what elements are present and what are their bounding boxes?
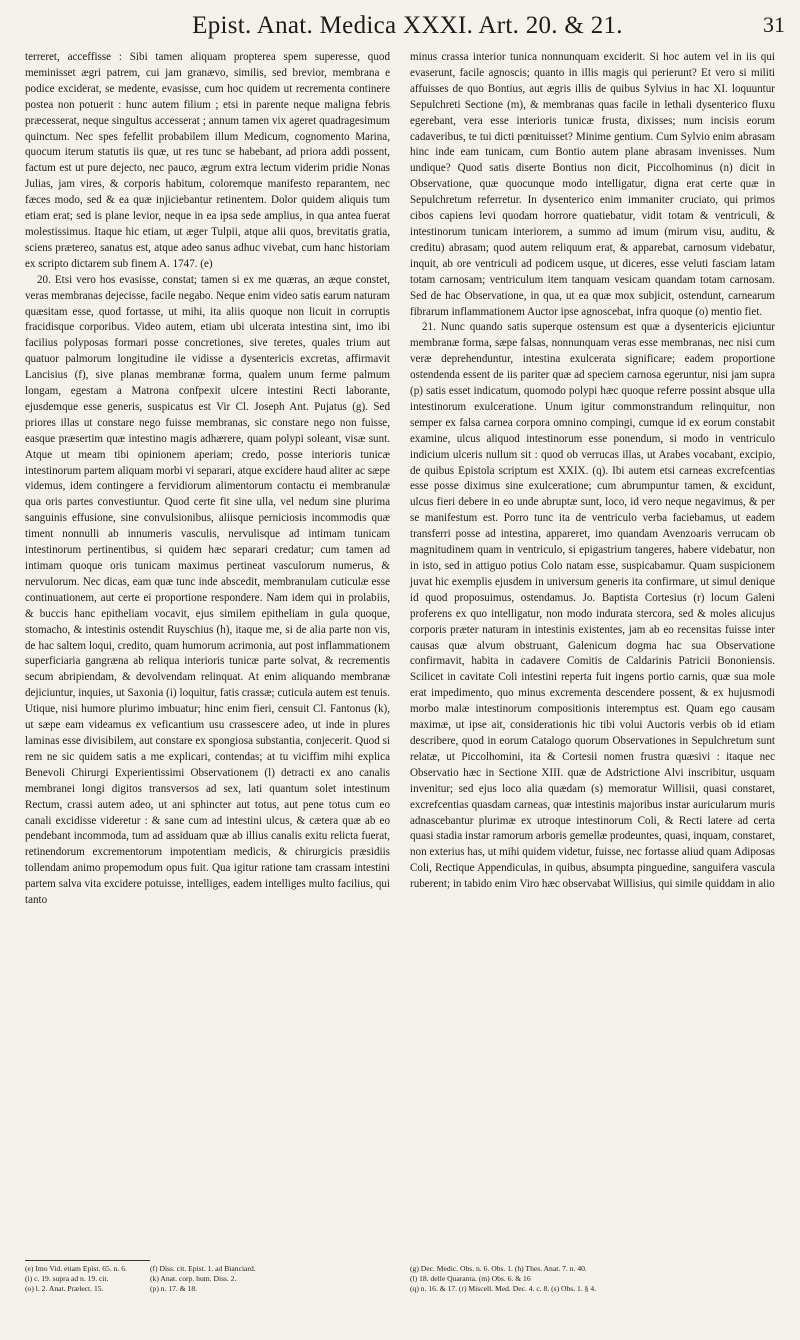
footnote: (f) Diss. cit. Epist. 1. ad Bianciard. <box>150 1264 256 1273</box>
paragraph: 20. Etsi vero hos evasisse, constat; tamen si ex me quæras, an æque constet, veras membranas dejecisse, facile negabo. Neque enim video satis earum naturam quæsitam esse, quod fortasse, ut mihi, ita aliis quoque non licuit in corruptis fracidisque corporibus. Video autem, etiam ubi ulcerata intestina sint, imo ibi facilius polyposas formari posse concretiones, sive teretes, quales trium aut quatuor palmorum longitudine ile vidisse a dysentericis excretas, affirmavit Lancisius (f), sive planas membranæ forma, qualem unum ferme palmum longam, egestam a Matrona confpexit ulcere intestini Recti laborante, ejusdemque esse generis, suspicatus est Vir Cl. Joseph Ant. Pujatus (g). Sed priores illas ut constare nego fuisse membranas, sic constare nego non fuisse, easque præsertim quæ intestino magis adhærere, quam polypi soleant, visæ sunt. Atque ut meam tibi opinionem aperiam; credo, posse interioris tunicæ intestinorum partem aliquam morbi vi separari, atque excidere haud aliter ac sæpe videmus, idem contingere a fervidiorum alimentorum contactu ei membranulæ qua oris partes convestiuntur. Quod certe fit sine ulla, vel nedum sine plurima sanguinis effusione, sine convulsionibus, aliisque perniciosis incommodis quæ timent nonnulli ab innumeris vasculis, nervulisque ad intimam tunicam intestinorum pertinentibus, si quidem hæc separari credatur; cum tamen ad intimam quoque oris tunicam maximus pertineat vasculorum numerus, & nervulorum. Nec dicas, eam quæ tunc inde abscedit, membranulam cuticulæ esse continuationem, aut certe ei proportione respondere. Nam idem qui in prolabiis, & buccis hanc epitheliam vocavit, ejus similem epitheliam in gula quoque, stomacho, & intestinis ostendit Ruyschius (h), itaque me, si de alia parte non vis, de hac saltem loqui, credito, quam humorum acrimonia, aut post inflammationem superficiaria gangræna ab reliqua interioris tunicæ parte solvat, & recrementis secum abripiendam, & devolvendam relinquat. At enim aliquando membranæ dejiciuntur, inquies, ut Saxonia (i) loquitur, fatis crassæ; cuticula autem est tenuis. Utique, nisi humore plurimo imbuatur; hinc enim fieri, censuit Cl. Fantonus (k), ut sæpe eam videamus ex veficantium usu crassescere adeo, ut inde in plures laminas esse divisibilem, aut constare ex spongiosa substantia, conjecerit. Quod si rem ne sic quidem satis a me explicari, contendas; at tu viciffim mihi explica Benevoli Chirurgi Experientissimi Observationem (l) detracti ex ano canalis membranei longi digitos transversos ad sex, lati quantum solet intestinum Rectum, crassi autem adeo, ut ani sphincter aut totus, aut pene totus cum eo canali excidisse videretur : & sane cum ad intestini ulcus, & cætera quæ ab eo pendebant incommoda, tum ad assiduam quæ ab illius canalis exitu relicta fuerat, retinendorum excrementorum impotentiam medicis, & chirurgicis præsidiis tollendam animo propemodum opus fuit. Qua igitur ratione tam crassam intestini partem salva vita excidere potuisse, intelliges, eadem intelliges multo facilius, qui tanto <box>25 273 390 907</box>
footnotes-column-1 <box>25 1264 145 1294</box>
left-column <box>25 50 390 909</box>
header-title: Epist. Anat. Medica XXXI. Art. 20. & 21. <box>192 12 623 39</box>
footnote: (l) 18. delle Quaranta. (m) Obs. 6. & 16 <box>410 1274 531 1283</box>
right-column <box>410 50 775 893</box>
footnote: (k) Anat. corp. hum. Diss. 2. <box>150 1274 237 1283</box>
paragraph: terreret, acceffisse : Sibi tamen aliquam propterea spem superesse, quod meminisset ægri patrem, cui jam granævo, similis, sed brevior, membrana e podice exciderat, se medente, evasisse, cum hoc quidem ut recrementa continere postea non potuerit : hunc autem filium ; etsi in parente neque maligna febris præcesserat, neque singultus accesserat ; annum tamen vix ageret quadragesimum quinctum. Nec spes fefellit probabilem illum Medicum, cognomento Marina, quocum iterum statutis iis quæ, ut res tunc se habebant, ad priora addi possent, factum est ut pure dejecto, nec pauco, ægrum extra lectum viderim pridie Nonas Julias, jam vires, & corporis habitum, coloremque manifesto reparantem, nec fæces modo, sed & ea quæ injiciebantur retinentem. Dolor quidem aliquis tum etiam erat; sed is plane levior, neque in ea ipsa sede amplius, in qua antea fuerat molestissimus. Itaque hic etiam, ut æger Tulpii, atque alii quos, brevitatis gratia, sciens prætereo, sanatus est, atque adeo sanus adhuc vivebat, cum hanc historiam ex scripto dictarem sub finem A. 1747. (e) <box>25 51 390 270</box>
footnote: (p) n. 17. & 18. <box>150 1284 198 1293</box>
footnotes-column-2 <box>150 1264 395 1294</box>
running-header <box>30 4 785 46</box>
footnote-rule <box>25 1260 150 1261</box>
footnote: (q) n. 16. & 17. (r) Miscell. Med. Dec. 4. c. 8. (s) Obs. 1. § 4. <box>410 1284 597 1293</box>
footnotes-column-3 <box>410 1264 785 1294</box>
footnote: (g) Dec. Medic. Obs. n. 6. Obs. 1. (h) Thes. Anat. 7. n. 40. <box>410 1264 587 1273</box>
footnote: (i) c. 19. supra ad n. 19. cit. <box>25 1274 109 1283</box>
footnote: (o) l. 2. Anat. Prælect. 15. <box>25 1284 104 1293</box>
paragraph: minus crassa interior tunica nonnunquam exciderit. Si hoc autem vel in iis qui evaserunt, facile agnoscis; quanto in illis magis qui perierunt? Et vero si militi affuisses de quo Bontius, aut ægris illis de quibus Sylvius in hac XI. loquuntur Sepulchreti Sectione (m), & membranas quas facile in lethali dysenterico fluxu egerebant, vera esse interioris tunicæ frusta, dixisses; num incisis eorum cadaveribus, te tui dicti pœnituisset? Minime gentium. Cum Sylvio enim abrasam hinc inde eam tunicam, cum Bontio autem plane abrasam invenisses. Num undique? Quod satis diserte Bontius non dicit, Piccolhominus (n) dicit in Observatione, quæ quocunque modo intelligatur, digna erat certe quæ in Sepulchretum referretur. In dysenterico enim immaniter cruciato, qui primos cibos capiens levi quodam horrore quatiebatur, vidit totam & ventriculi, & intestinorum tunicam interiorem, a summo ad imum (mirum visu, auditu, & creditu) abrasam; quod autem reliquum erat, & apparebat, carnosum videbatur, inquit, ab ore ventriculi ad podicem usque, ut diceres, esse veluti fasciam latam totam carnosam; ventriculum item tanquam vesicam quandam totam carnosam. Sed de hac Observatione, in qua, ut ea quæ mox subjicit, ostendunt, carnearum fibrarum inflammationem Auctor ipse agnoscebat, infra quoque (o) mentio fiet. <box>410 51 775 318</box>
page-number: 31 <box>763 12 785 37</box>
paragraph: 21. Nunc quando satis superque ostensum est quæ a dysentericis ejiciuntur membranæ forma, sæpe falsas, nonnunquam veras esse membranas, nec nisi cum veræ deprehenduntur, intestina exulcerata significare; eadem proportione ostendenda essent de iis pariter quæ ad speciem carnosa egeruntur, nisi jam supra (p) satis esset indicatum, quomodo polypi hæc quoque referre possint absque ulla intestinorum exulceratione. Unum igitur commonstrandum relinquitur, non semper ex falsa carnea corpora omnino compingi, cumque id ex eorum constabit examine, ulcus aliquod intestinorum esse ponendum, si modo in ventriculo indicium ulceris nullum sit : quod ob verrucas illas, ut Arabes vocabant, excipio, de quibus Epistola scriptum est XXIX. (q). Ibi autem etsi carneas excrefcentias esse posse diximus sine exulceratione; cum abrumpuntur tamen, & excidunt, ulcus fieri debere in eo unde abruptæ sunt, loco, id vero neque negavimus, & per se manifestum est. Porro tunc ita de ventriculo verba faciebamus, ut eadem transferri posse ad intestina, appareret, imo quandam Avenzoaris verrucam ob magnitudinem quam in ventriculo, si epigastrium tangeres, habere videbatur, non in isto, sed in attiguo potius Colo natam esse, suspicabamur. Quam suspicionem juvat hic exemplis ejusdem in universum generis ita confirmare, ut simul denique id quod proposuimus, ostendamus. Jo. Baptista Cortesius (r) locum Galeni proferens ex quo intelligatur, non modo indurata stercora, sed & moles alicujus corporis præter naturam in intestinis existentes, jam ab eo recensitas fuisse inter causas quæ alvum obstruant, Galenicum dogma hac sua Observatione confirmavit, habita in cadavere Comitis de Caldarinis Patricii Bononiensis. Scilicet in cavitate Coli intestini reperta fuit ingens portio carnis, quæ sua mole erat impedimento, quo minus excrementa descendere possent, & ex hujusmodi morbo malæ intestinorum compositionis interemptus est. Quam ego causam maximæ, ut ipse ait, considerationis hic tibi volui Auctoris verbis ob id etiam describere, quod in eorum Catalogo quorum Observationes in Sepulchretum sunt relatæ, ut Piccolhomini, ita & Cortesii nomen frustra quæsivi : itaque nec Observatio hæc in Sectione XIII. quæ de Adstrictione Alvi inscribitur, usquam invenitur; sed ejus loco alia quædam (s) memoratur Willisii, quasi constaret, excrefcentias quasdam carneas, quæ intestinis majoribus instar auricularum muris adnascebantur plurimæ ex utroque intestinorum Coli, & Recti latere ad certa quasi stadia instar ramorum arboris gemellæ prodeuntes, quasi, inquam, constaret, non exterius has, ut mihi quidem videtur, fuisse, nec fortasse aliud quam Adiposas Coli, Rectique Appendiculas, in quibus, absumpta pinguedine, sanguifera vascula ruberent; in tabido enim Viro hæc observabat Willisius, qui simile quiddam in alio <box>410 321 775 891</box>
footnote: (e) Imo Vid. etiam Epist. 65. n. 6. <box>25 1264 127 1273</box>
